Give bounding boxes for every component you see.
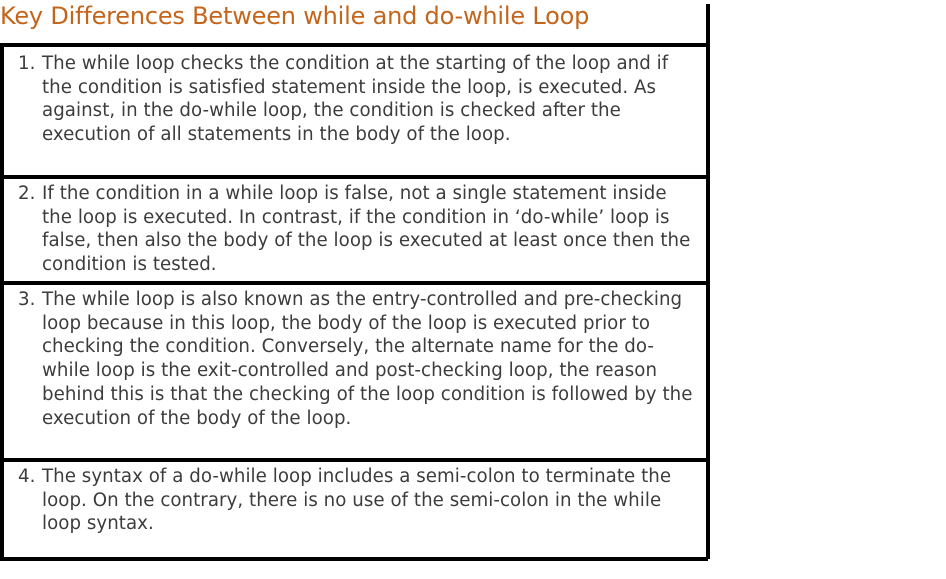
list-item-1 xyxy=(18,52,698,147)
row-divider xyxy=(0,175,708,179)
list-item-text: The while loop is also known as the entry-controlled and pre-checking loop because in this loop, the body of the loop is executed prior to checking the condition. Conversely, the alternate name for the do-while loop is the exit-controlled and post-checking loop, the reason behind this is that the checking of the loop condition is followed by the execution of the body of the loop. xyxy=(42,289,693,429)
page-title: Key Differences Between while and do-while Loop xyxy=(0,2,590,30)
row-left-border xyxy=(0,281,4,461)
row-divider xyxy=(0,458,708,462)
row-left-border xyxy=(0,458,4,559)
list-item-number: 2. xyxy=(18,183,36,204)
list-item-text: The while loop checks the condition at the starting of the loop and if the condition is satisfied statement inside the loop, is executed. As against, in the do-while loop, the condition is checked after the execution of all statements in the body of the loop. xyxy=(42,53,669,146)
list-item-2 xyxy=(18,182,698,277)
list-item-3 xyxy=(18,288,698,430)
row-divider xyxy=(0,281,708,285)
list-item-text: The syntax of a do-while loop includes a semi-colon to terminate the loop. On the contrary, there is no use of the semi-colon in the while loop syntax. xyxy=(42,466,672,535)
list-item-4 xyxy=(18,465,698,536)
row-left-border xyxy=(0,43,4,177)
row-divider-top xyxy=(0,43,708,47)
list-item-text: If the condition in a while loop is false, not a single statement inside the loop is executed. In contrast, if the condition in ‘do-while’ loop is false, then also the body of the loop is executed at least once then the condition is tested. xyxy=(42,183,691,276)
list-item-number: 4. xyxy=(18,466,36,487)
list-item-number: 3. xyxy=(18,289,36,310)
list-item-number: 1. xyxy=(18,53,36,74)
row-divider-bottom xyxy=(0,557,708,561)
row-left-border xyxy=(0,175,4,283)
